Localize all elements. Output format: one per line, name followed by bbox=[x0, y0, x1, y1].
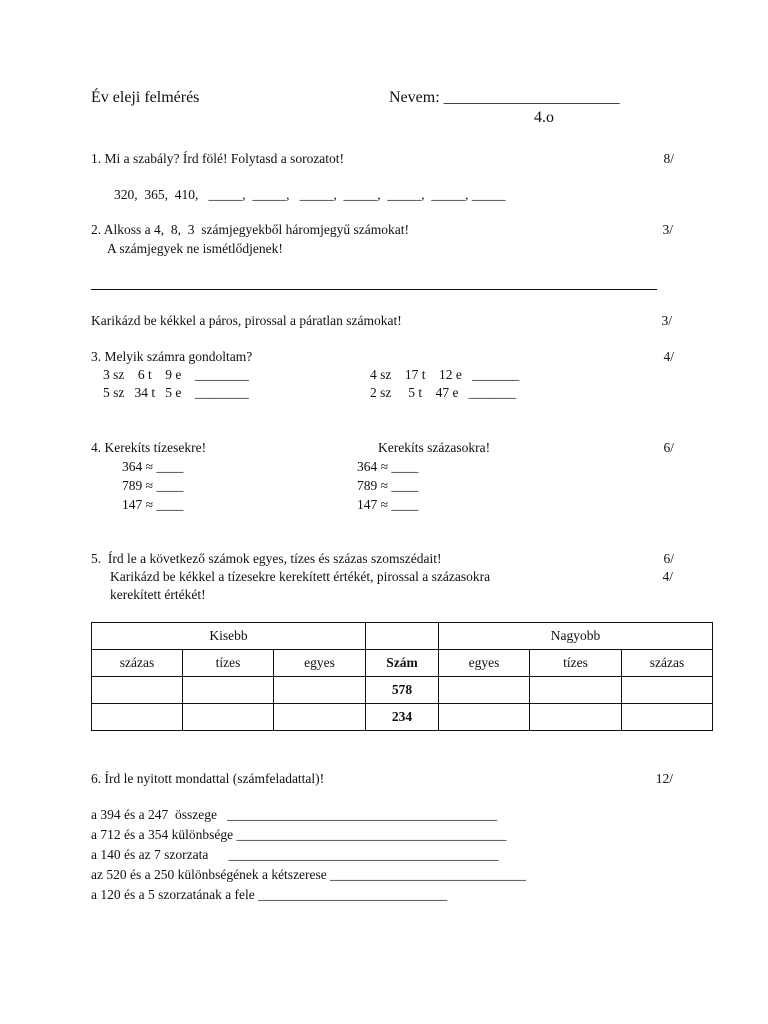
group-spacer bbox=[366, 623, 439, 650]
q4-hundreds-item[interactable]: 147 ≈ ____ bbox=[357, 497, 419, 512]
answer-cell[interactable] bbox=[622, 704, 713, 731]
q4-tens-item[interactable]: 147 ≈ ____ bbox=[122, 497, 184, 512]
q5-prompt: 5. Írd le a következő számok egyes, tízes és százas szomszédait! bbox=[91, 551, 442, 566]
q4-prompt-hundreds: Kerekíts százasokra! bbox=[378, 440, 491, 455]
q6-item[interactable]: a 120 és a 5 szorzatának a fele ____________________________ bbox=[91, 887, 448, 902]
answer-cell[interactable] bbox=[439, 704, 530, 731]
answer-cell[interactable] bbox=[274, 677, 366, 704]
q3-item[interactable]: 3 sz 6 t 9 e ________ bbox=[103, 367, 249, 382]
q5-points-1: 6/ bbox=[663, 551, 674, 566]
q2-circle-instruction: Karikázd be kékkel a páros, pirossal a páratlan számokat! bbox=[91, 313, 402, 328]
q4-hundreds-item[interactable]: 789 ≈ ____ bbox=[357, 478, 419, 493]
q3-item[interactable]: 5 sz 34 t 5 e ________ bbox=[103, 385, 249, 400]
q5-instruction: Karikázd be kékkel a tízesekre kerekített értékét, pirossal a százasokra bbox=[110, 569, 491, 584]
answer-cell[interactable] bbox=[92, 677, 183, 704]
header-ones-smaller: egyes bbox=[274, 650, 366, 677]
q4-prompt-tens: 4. Kerekíts tízesekre! bbox=[91, 440, 207, 455]
q5-instruction-cont: kerekített értékét! bbox=[110, 587, 206, 602]
answer-cell[interactable] bbox=[439, 677, 530, 704]
table-row bbox=[92, 704, 713, 731]
table-header-row bbox=[92, 650, 713, 677]
header-hundreds-larger: százas bbox=[622, 650, 713, 677]
q3-prompt: 3. Melyik számra gondoltam? bbox=[91, 349, 253, 364]
q3-item[interactable]: 4 sz 17 t 12 e _______ bbox=[370, 367, 520, 382]
answer-cell[interactable] bbox=[530, 704, 622, 731]
grade-label: 4.o bbox=[534, 109, 554, 126]
answer-cell[interactable] bbox=[274, 704, 366, 731]
header-tens-smaller: tízes bbox=[183, 650, 274, 677]
number-cell: 234 bbox=[366, 704, 439, 731]
q4-points: 6/ bbox=[663, 440, 674, 455]
q3-item[interactable]: 2 sz 5 t 47 e _______ bbox=[370, 385, 516, 400]
header-number: Szám bbox=[366, 650, 439, 677]
header-hundreds-smaller: százas bbox=[92, 650, 183, 677]
name-field-label[interactable]: Nevem: ______________________ bbox=[389, 89, 620, 106]
page-title: Év eleji felmérés bbox=[91, 89, 200, 106]
q6-item[interactable]: az 520 és a 250 különbségének a kétszerese _____________________________ bbox=[91, 867, 526, 882]
neighbors-table bbox=[91, 622, 713, 731]
group-smaller: Kisebb bbox=[92, 623, 366, 650]
q6-prompt: 6. Írd le nyitott mondattal (számfeladattal)! bbox=[91, 771, 325, 786]
q4-hundreds-item[interactable]: 364 ≈ ____ bbox=[357, 459, 419, 474]
q2-circle-points: 3/ bbox=[661, 313, 672, 328]
number-cell: 578 bbox=[366, 677, 439, 704]
q6-item[interactable]: a 140 és az 7 szorzata ________________________________________ bbox=[91, 847, 499, 862]
header-ones-larger: egyes bbox=[439, 650, 530, 677]
q3-points: 4/ bbox=[663, 349, 674, 364]
q5-points-2: 4/ bbox=[662, 569, 673, 584]
q2-instruction: A számjegyek ne ismétlődjenek! bbox=[107, 241, 283, 256]
group-larger: Nagyobb bbox=[439, 623, 713, 650]
q2-prompt: 2. Alkoss a 4, 8, 3 számjegyekből háromjegyű számokat! bbox=[91, 222, 409, 237]
q6-item[interactable]: a 394 és a 247 összege ________________________________________ bbox=[91, 807, 498, 822]
q6-item[interactable]: a 712 és a 354 különbsége ________________________________________ bbox=[91, 827, 507, 842]
header-tens-larger: tízes bbox=[530, 650, 622, 677]
q1-prompt: 1. Mi a szabály? Írd fölé! Folytasd a sorozatot! bbox=[91, 151, 345, 166]
answer-cell[interactable] bbox=[183, 704, 274, 731]
table-group-row bbox=[92, 623, 713, 650]
q4-tens-item[interactable]: 789 ≈ ____ bbox=[122, 478, 184, 493]
q1-points: 8/ bbox=[663, 151, 674, 166]
answer-cell[interactable] bbox=[622, 677, 713, 704]
q1-sequence[interactable]: 320, 365, 410, _____, _____, _____, _____, _____, _____, _____ bbox=[114, 187, 506, 202]
q4-tens-item[interactable]: 364 ≈ ____ bbox=[122, 459, 184, 474]
q2-points: 3/ bbox=[662, 222, 673, 237]
answer-cell[interactable] bbox=[530, 677, 622, 704]
q6-points: 12/ bbox=[655, 771, 673, 786]
answer-cell[interactable] bbox=[92, 704, 183, 731]
table-row bbox=[92, 677, 713, 704]
answer-cell[interactable] bbox=[183, 677, 274, 704]
q2-answer-line[interactable] bbox=[91, 289, 657, 290]
